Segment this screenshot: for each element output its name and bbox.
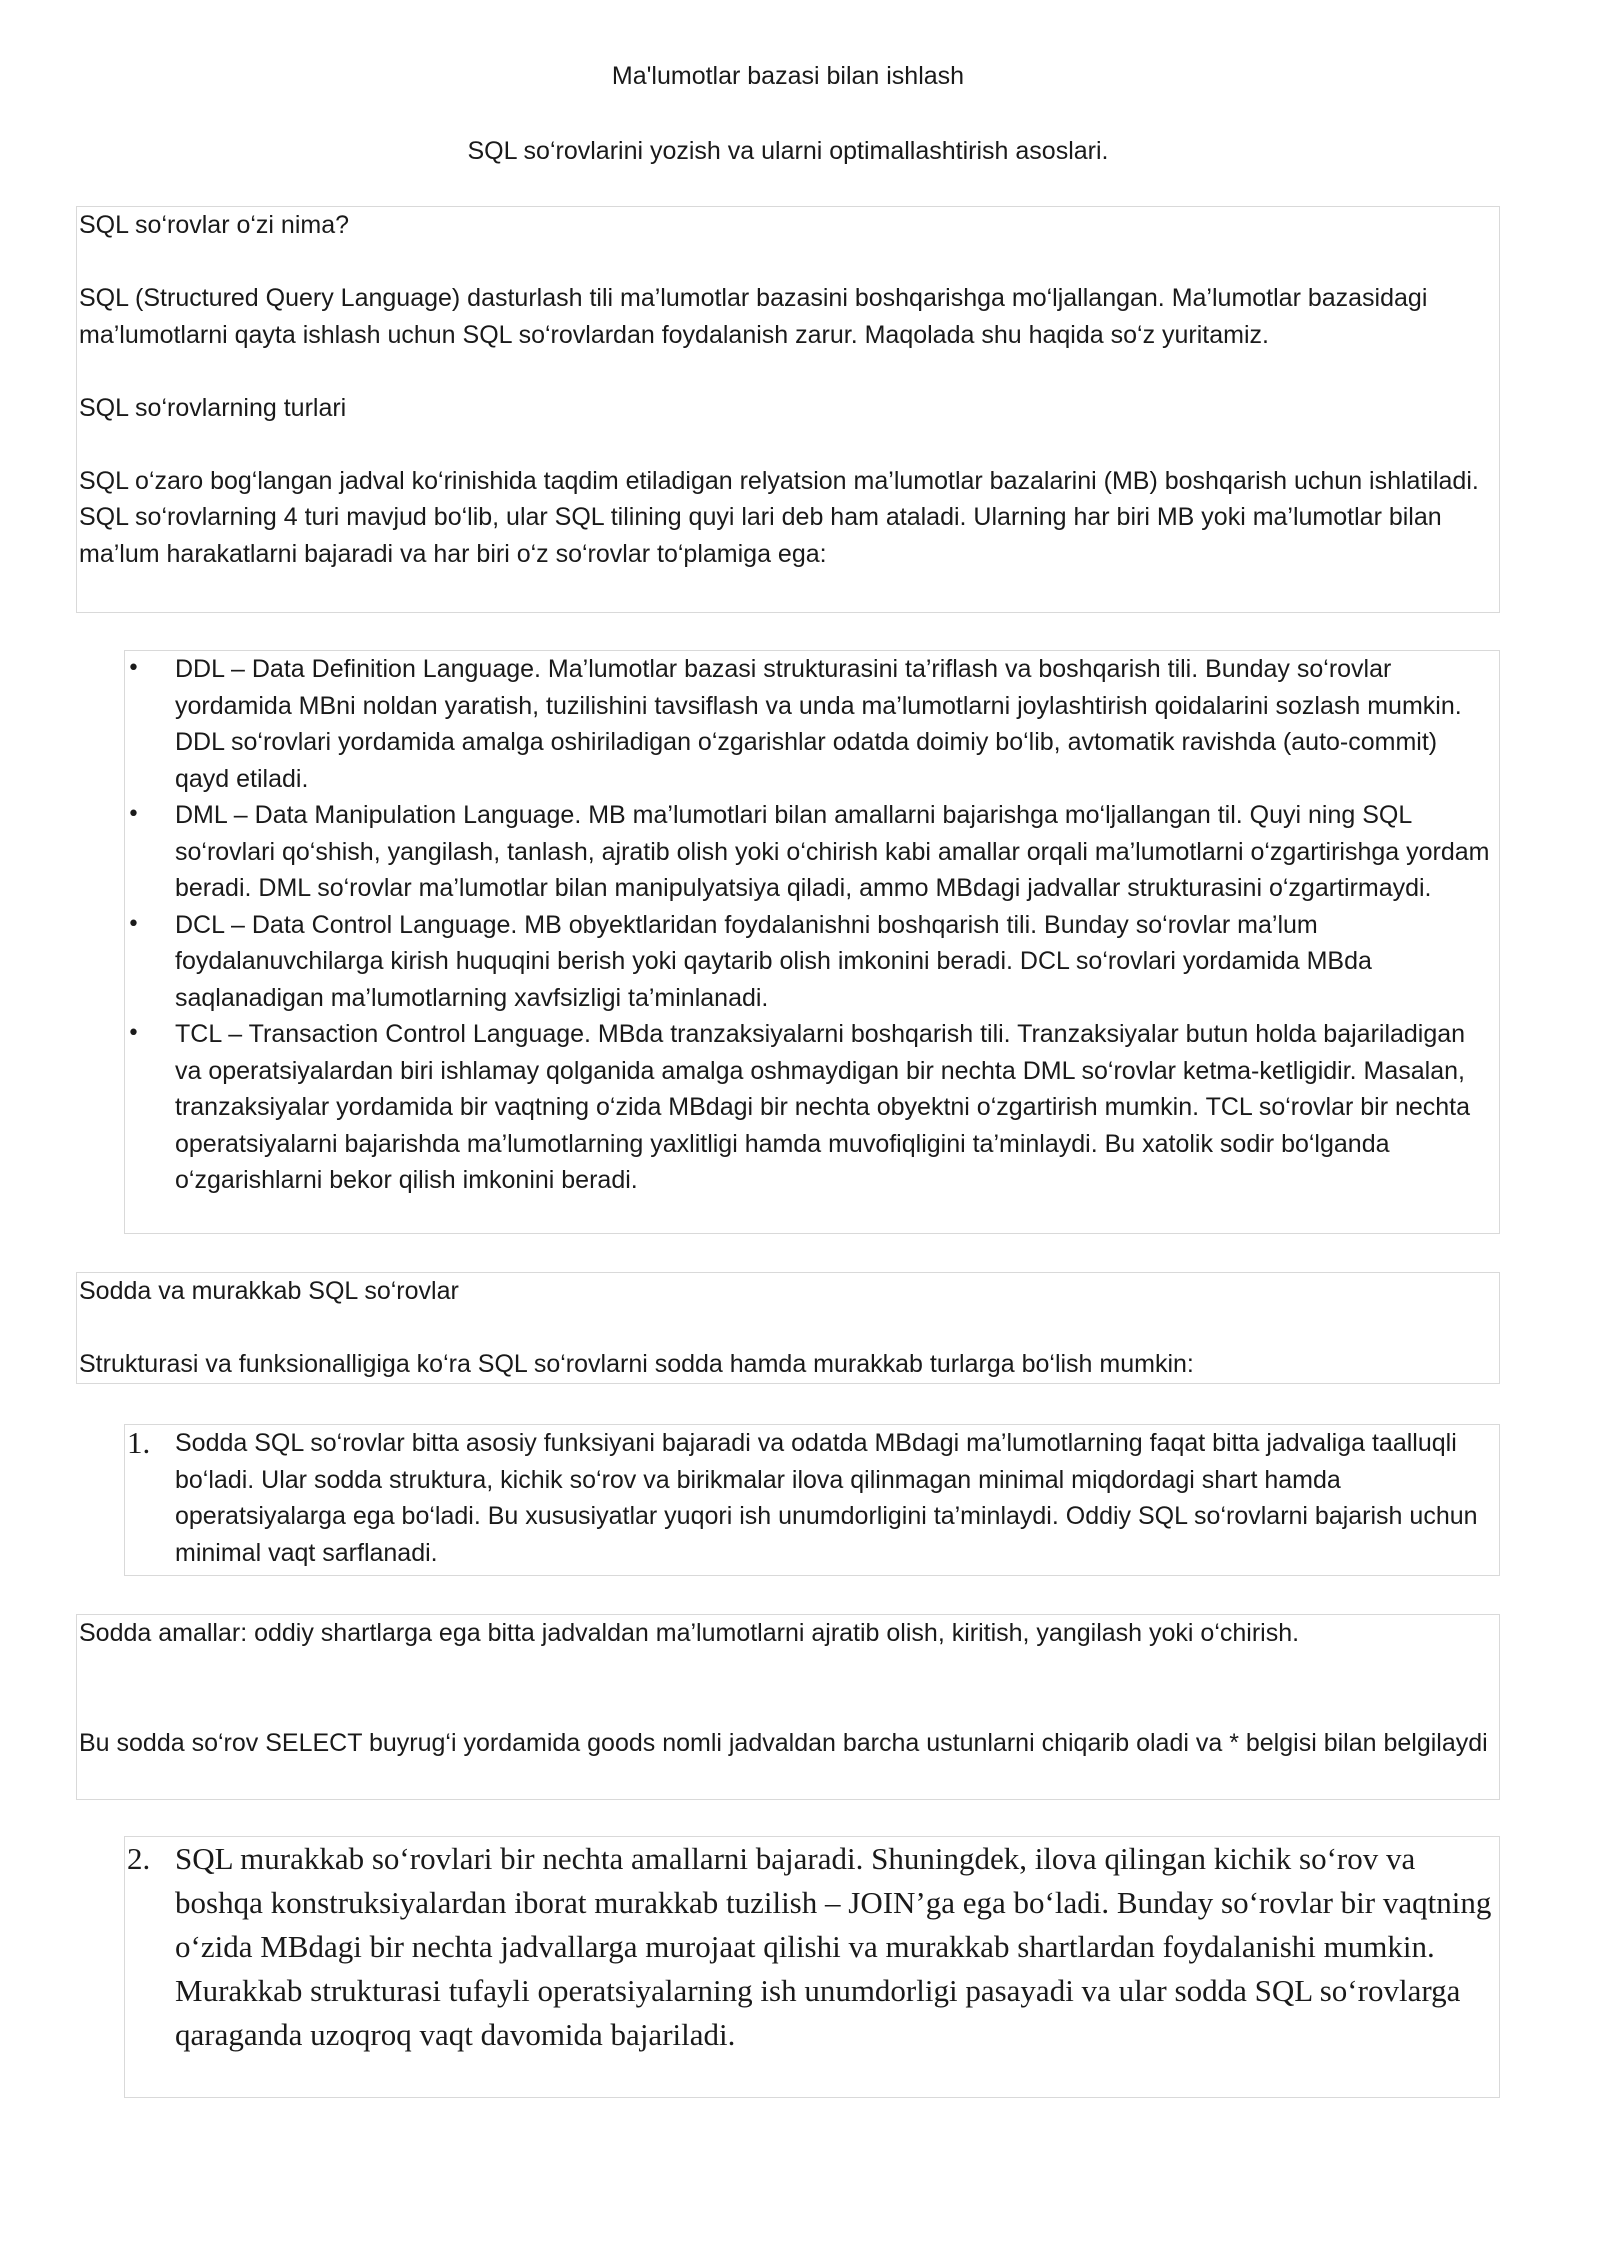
intro-question: SQL so‘rovlar o‘zi nima?: [79, 211, 350, 239]
document-subtitle: SQL so‘rovlarini yozish va ularni optimallashtirish asoslari.: [467, 137, 1109, 165]
numbered-item-2: [124, 1836, 1500, 2098]
section-heading: Sodda va murakkab SQL so‘rovlar: [79, 1277, 459, 1305]
sql-types-list: [124, 650, 1500, 1234]
intro-block: [76, 206, 1500, 613]
section-paragraph: Strukturasi va funksionalligiga ko‘ra SQL so‘rovlarni sodda hamda murakkab turlarga bo‘lish mumkin:: [79, 1350, 1194, 1378]
simple-query-description: Bu sodda so‘rov SELECT buyrug‘i yordamida goods nomli jadvaldan barcha ustunlarni chiqarib oladi va * belgisi bilan belgilaydi: [79, 1728, 1488, 1757]
list-item-tcl: • TCL – Transaction Control Language. MBda tranzaksiyalarni boshqarish tili. Tranzaksiyalar butun holda bajariladigan va operatsiyalardan biri ishlamay qolganida amalga oshmaydigan bir nechta DML so‘rovlar ketma-ketligidir. Masalan, tranzaksiyalar yordamida bir vaqtning o‘zida MBdagi bir nechta obyektni o‘zgartirish mumkin. TCL so‘rovlar bir nechta operatsiyalarni bajarishda ma’lumotlarning yaxlitligi hamda muvofiqligini ta’minlaydi. Bu xatolik sodir bo‘lganda o‘zgarishlarni bekor qilish imkonini beradi.: [127, 1016, 1497, 1199]
item-text: SQL murakkab so‘rovlari bir nechta amallarni bajaradi. Shuningdek, ilova qilingan kichik so‘rov va boshqa konstruksiyalardan iborat murakkab tuzilish – JOIN’ga ega bo‘ladi. Bunday so‘rovlar bir vaqtning o‘zida MBdagi bir nechta jadvallarga murojaat qilishi va murakkab shartlardan foydalanishi mumkin. Murakkab strukturasi tufayli operatsiyalarning ish unumdorligi pasayadi va ular sodda SQL so‘rovlarga qaraganda uzoqroq vaqt davomida bajariladi.: [175, 1841, 1492, 2052]
intro-paragraph: SQL (Structured Query Language) dasturlash tili ma’lumotlar bazasini boshqarishga mo‘ljallangan. Ma’lumotlar bazasidagi ma’lumotlarni qayta ishlash uchun SQL so‘rovlardan foydalanish zarur. Maqolada shu haqida so‘z yuritamiz.: [79, 284, 1428, 349]
list-item-dcl: • DCL – Data Control Language. MB obyektlaridan foydalanishni boshqarish tili. Bunday so‘rovlar ma’lum foydalanuvchilarga kirish huquqini berish yoki qaytarib olish imkonini beradi. DCL so‘rovlari yordamida MBda saqlanadigan ma’lumotlarning xavfsizligi ta’minlanadi.: [127, 907, 1497, 1017]
simple-operations-block: [76, 1614, 1500, 1800]
types-heading: SQL so‘rovlarning turlari: [79, 393, 347, 422]
item-number: 1.: [127, 1425, 151, 1460]
document-title: Ma'lumotlar bazasi bilan ishlash: [611, 62, 965, 90]
item-text: Sodda SQL so‘rovlar bitta asosiy funksiyani bajaradi va odatda MBdagi ma’lumotlarning faqat bitta jadvaliga taalluqli bo‘ladi. Ular sodda struktura, kichik so‘rov va birikmalar ilova qilinmagan minimal miqdordagi shart hamda operatsiyalarga ega bo‘ladi. Bu xususiyatlar yuqori ish unumdorligini ta’minlaydi. Oddiy SQL so‘rovlarni bajarish uchun minimal vaqt sarflanadi.: [175, 1429, 1478, 1567]
simple-operations-text: Sodda amallar: oddiy shartlarga ega bitta jadvaldan ma’lumotlarni ajratib olish, kiritish, yangilash yoki o‘chirish.: [79, 1619, 1300, 1647]
item-number: 2.: [127, 1841, 151, 1876]
list-item-ddl: • DDL – Data Definition Language. Ma’lumotlar bazasi strukturasini ta’riflash va boshqarish tili. Bunday so‘rovlar yordamida MBni noldan yaratish, tuzilishini tavsiflash va unda ma’lumotlarni joylashtirish qoidalarini sozlash mumkin. DDL so‘rovlari yordamida amalga oshiriladigan o‘zgarishlar odatda doimiy bo‘lib, avtomatik ravishda (auto-commit) qayd etiladi.: [127, 651, 1497, 797]
list-item-dml: • DML – Data Manipulation Language. MB ma’lumotlari bilan amallarni bajarishga mo‘ljallangan til. Quyi ning SQL so‘rovlari qo‘shish, yangilash, tanlash, ajratib olish yoki o‘chirish kabi amallar orqali ma’lumotlarni o‘zgartirishga yordam beradi. DML so‘rovlar ma’lumotlar bilan manipulyatsiya qiladi, ammo MBdagi jadvallar strukturasini o‘zgartirmaydi.: [127, 797, 1497, 907]
numbered-item-1: [124, 1424, 1500, 1576]
section-simple-complex: [76, 1272, 1500, 1384]
types-paragraph: SQL o‘zaro bog‘langan jadval ko‘rinishida taqdim etiladigan relyatsion ma’lumotlar bazalarini (MB) boshqarish uchun ishlatiladi. SQL so‘rovlarning 4 turi mavjud bo‘lib, ular SQL tilining quyi lari deb ham ataladi. Ularning har biri MB yoki ma’lumotlar bilan ma’lum harakatlarni bajaradi va har biri o‘z so‘rovlar to‘plamiga ega:: [79, 466, 1479, 568]
